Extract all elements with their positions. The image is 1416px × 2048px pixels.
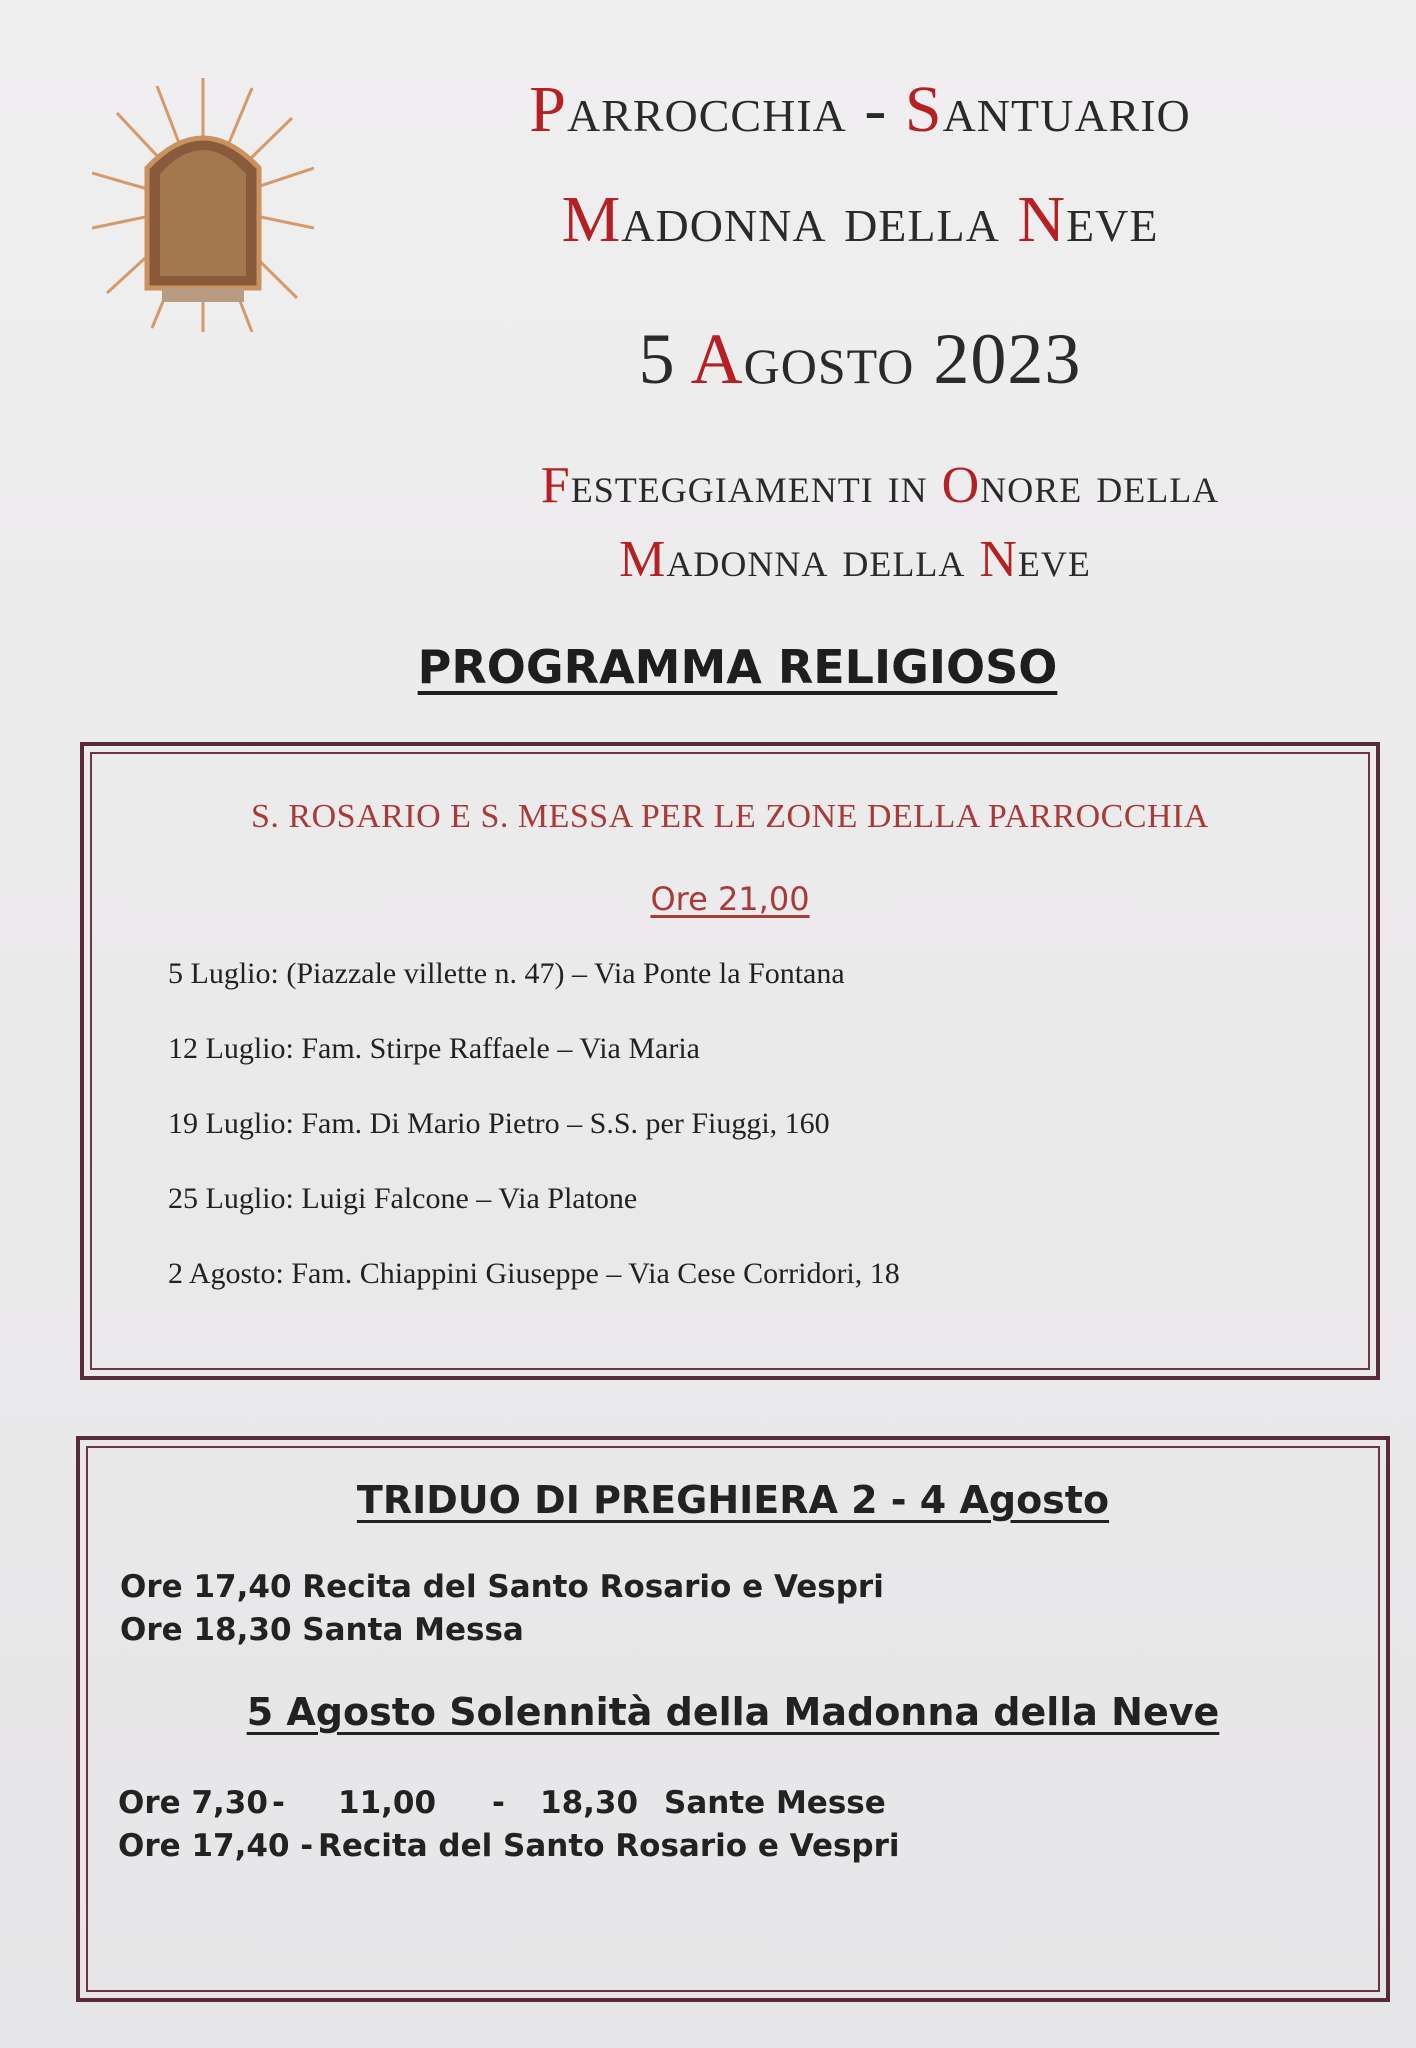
list-item: Ore 7,30 - 11,00 - 18,30 Sante Messe (118, 1785, 886, 1821)
list-item: 12 Luglio: Fam. Stirpe Raffaele – Via Maria (168, 1032, 700, 1065)
triduum-schedule-box (76, 1436, 1390, 2002)
triduum-title: TRIDUO DI PREGHIERA 2 - 4 Agosto (356, 1478, 1110, 1522)
solemnity-title: 5 Agosto Solennità della Madonna della Neve (246, 1690, 1220, 1734)
event-date: 5 Agosto 2023 (638, 319, 1082, 399)
madonna-title: Madonna della Neve (561, 183, 1159, 256)
parish-title: Parrocchia - Santuario (529, 73, 1191, 146)
program-heading: PROGRAMMA RELIGIOSO (417, 640, 1058, 694)
solemnity-times (118, 1782, 900, 1868)
list-item: 5 Luglio: (Piazzale villette n. 47) – Via Ponte la Fontana (168, 957, 845, 990)
list-item: 25 Luglio: Luigi Falcone – Via Platone (168, 1182, 638, 1215)
list-item: Ore 18,30 Santa Messa (120, 1612, 524, 1648)
list-item: Ore 17,40 - Recita del Santo Rosario e Vespri (118, 1828, 900, 1864)
rosary-box-time: Ore 21,00 (650, 880, 810, 918)
rosary-box-title: S. ROSARIO E S. MESSA PER LE ZONE DELLA PARROCCHIA (251, 798, 1209, 835)
sanctuary-logo (92, 78, 314, 332)
list-item: 19 Luglio: Fam. Di Mario Pietro – S.S. per Fiuggi, 160 (168, 1107, 830, 1140)
triduum-times (120, 1566, 884, 1652)
festivities-title: Festeggiamenti in Onore della (540, 457, 1220, 514)
festivities-subtitle: Madonna della Neve (619, 531, 1091, 588)
rosary-schedule-box (80, 742, 1380, 1380)
rosary-locations-list (168, 956, 900, 1331)
list-item: Ore 17,40 Recita del Santo Rosario e Vespri (120, 1569, 884, 1605)
list-item: 2 Agosto: Fam. Chiappini Giuseppe – Via Cese Corridori, 18 (168, 1257, 900, 1290)
